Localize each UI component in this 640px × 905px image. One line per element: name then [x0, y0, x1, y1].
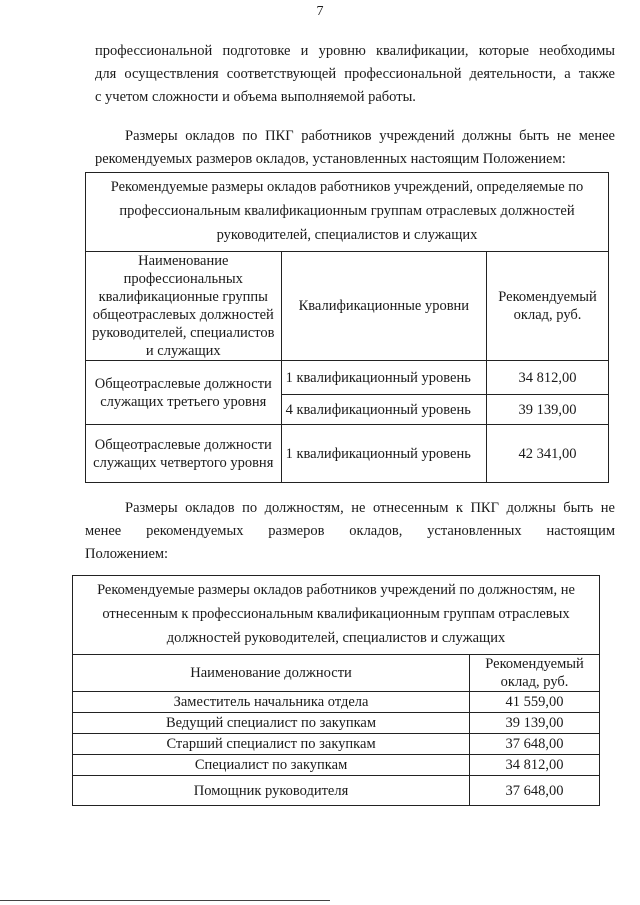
page-number: 7: [316, 4, 324, 19]
paragraph-continuation: [95, 40, 615, 109]
salary-cell: 42 341,00: [487, 425, 609, 483]
table-row: [73, 755, 600, 776]
salary-cell: 37 648,00: [470, 776, 600, 806]
position-salary-table: [72, 575, 600, 806]
paragraph-line: Положением:: [85, 546, 169, 562]
footer-rule: [0, 900, 330, 901]
table-row: [86, 361, 609, 395]
table-row: [73, 713, 600, 734]
paragraph-line: с учетом сложности и объема выполняемой работы.: [95, 89, 416, 105]
level-cell: 4 квалификационный уровень: [281, 395, 487, 425]
header-group-name: Наименование профессиональных квалификационные группы общеотраслевых должностей руководителей, специалистов и служащих: [86, 252, 282, 361]
position-cell: Помощник руководителя: [73, 776, 470, 806]
salary-cell: 39 139,00: [487, 395, 609, 425]
paragraph-pkg-salaries: [95, 125, 615, 171]
paragraph-line: Размеры окладов по ПКГ работников учреждений должны быть не менее: [125, 128, 615, 144]
level-cell: 1 квалификационный уровень: [281, 361, 487, 395]
salary-cell: 34 812,00: [487, 361, 609, 395]
group-name-cell: Общеотраслевые должности служащих третьего уровня: [86, 361, 282, 425]
header-salary: Рекомендуемый оклад, руб.: [487, 252, 609, 361]
table-row: [73, 734, 600, 755]
header-salary: Рекомендуемый оклад, руб.: [470, 655, 600, 692]
table-caption: Рекомендуемые размеры окладов работников учреждений, определяемые по профессиональным квалификационным группам отраслевых должностей руководителей, специалистов и служащих: [86, 173, 609, 252]
position-cell: Специалист по закупкам: [73, 755, 470, 776]
position-cell: Старший специалист по закупкам: [73, 734, 470, 755]
salary-cell: 34 812,00: [470, 755, 600, 776]
paragraph-line: рекомендуемых размеров окладов, установленных настоящим Положением:: [95, 151, 566, 167]
level-cell: 1 квалификационный уровень: [281, 425, 487, 483]
paragraph-line: менее рекомендуемых размеров окладов, установленных настоящим: [85, 523, 615, 539]
table-row: [73, 692, 600, 713]
group-name-cell: Общеотраслевые должности служащих четвертого уровня: [86, 425, 282, 483]
paragraph-non-pkg-salaries: [85, 497, 615, 566]
position-cell: Заместитель начальника отдела: [73, 692, 470, 713]
table-caption: Рекомендуемые размеры окладов работников учреждений по должностям, не отнесенным к профессиональным квалификационным группам отраслевых должностей руководителей, специалистов и служащих: [73, 576, 600, 655]
position-cell: Ведущий специалист по закупкам: [73, 713, 470, 734]
salary-cell: 37 648,00: [470, 734, 600, 755]
salary-cell: 41 559,00: [470, 692, 600, 713]
header-qualification-levels: Квалификационные уровни: [281, 252, 487, 361]
paragraph-line: Размеры окладов по должностям, не отнесенным к ПКГ должны быть не: [125, 500, 615, 516]
pkg-salary-table: [85, 172, 609, 483]
table-row: [86, 425, 609, 483]
header-position: Наименование должности: [73, 655, 470, 692]
salary-cell: 39 139,00: [470, 713, 600, 734]
paragraph-line: для осуществления соответствующей профессиональной деятельности, а также: [95, 66, 615, 82]
paragraph-line: профессиональной подготовке и уровню квалификации, которые необходимы: [95, 43, 615, 59]
table-row: [73, 776, 600, 806]
